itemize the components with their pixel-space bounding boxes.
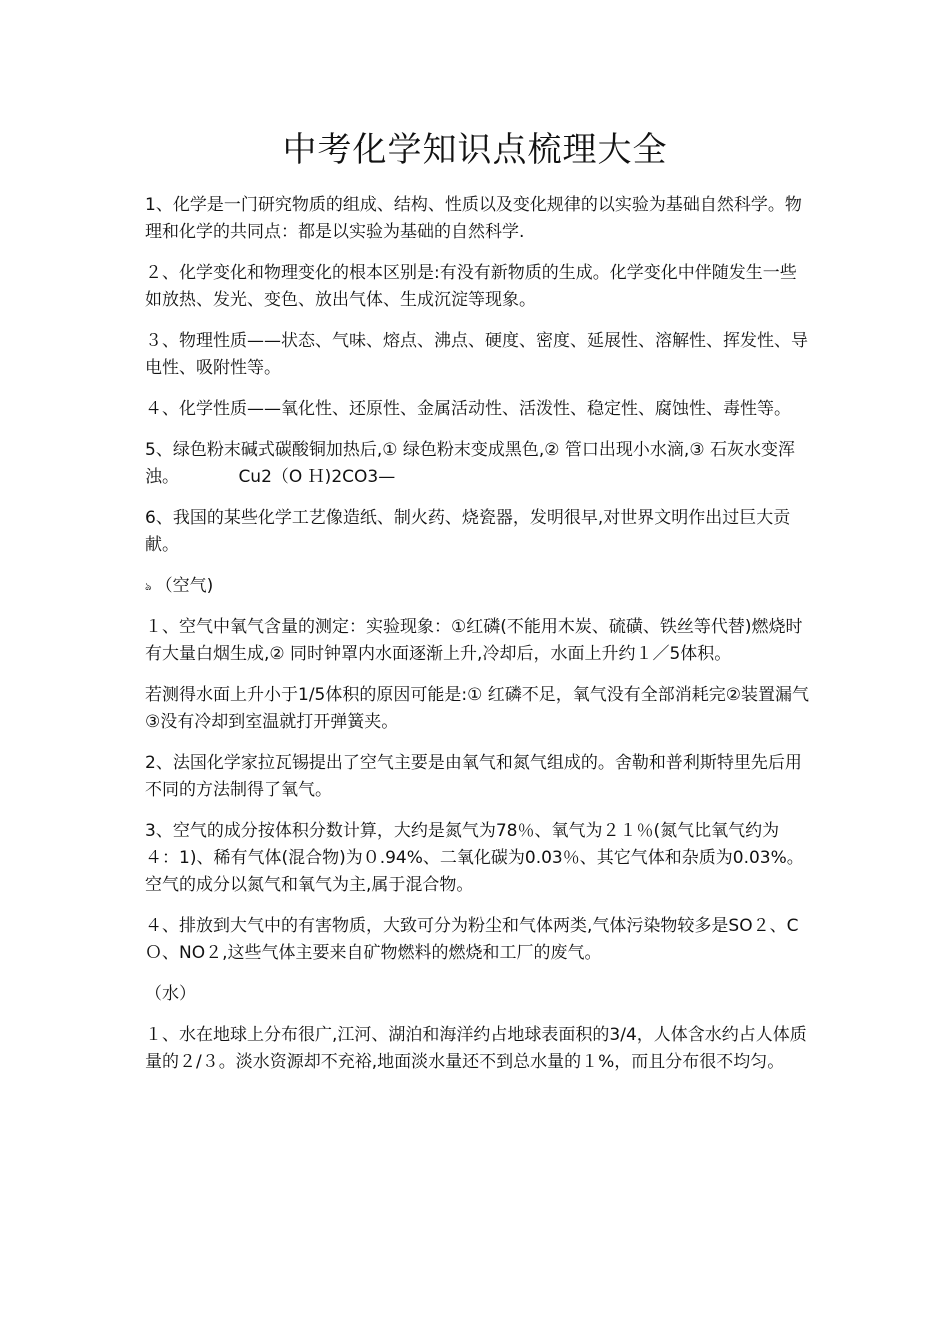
page-title: 中考化学知识点梳理大全	[282, 130, 668, 170]
section-heading-air-label: （空气)	[155, 576, 214, 596]
paragraph-1: 1、化学是一门研究物质的组成、结构、性质以及变化规律的以实验为基础自然科学。物理和化学的共同点：都是以实验为基础的自然科学.	[145, 195, 802, 242]
section-heading-air	[145, 573, 810, 600]
paragraph-2: ２、化学变化和物理变化的根本区别是:有没有新物质的生成。化学变化中伴随发生一些如放热、发光、变色、放出气体、生成沉淀等现象。	[145, 263, 797, 310]
air-paragraph-3: 2、法国化学家拉瓦锡提出了空气主要是由氧气和氮气组成的。舍勒和普利斯特里先后用不同的方法制得了氧气。	[145, 753, 802, 800]
paragraph-3: ３、物理性质——状态、气味、熔点、沸点、硬度、密度、延展性、溶解性、挥发性、导电性、吸附性等。	[145, 331, 808, 378]
document-body	[145, 192, 810, 1090]
air-paragraph-5: ４、排放到大气中的有害物质，大致可分为粉尘和气体两类,气体污染物较多是SO２、CＯ、NO２,这些气体主要来自矿物燃料的燃烧和工厂的废气。	[145, 916, 799, 963]
water-paragraph-1: １、水在地球上分布很广,江河、湖泊和海洋约占地球表面积的3/4，人体含水约占人体质量的２/３。淡水资源却不充裕,地面淡水量还不到总水量的１%，而且分布很不均匀。	[145, 1025, 807, 1072]
section-bullet-icon: ঌ	[145, 580, 152, 593]
paragraph-4: ４、化学性质——氧化性、还原性、金属活动性、活泼性、稳定性、腐蚀性、毒性等。	[145, 399, 791, 419]
section-heading-water: （水）	[145, 984, 196, 1004]
air-paragraph-2: 若测得水面上升小于1/5体积的原因可能是:① 红磷不足，氧气没有全部消耗完②装置漏气③没有冷却到室温就打开弹簧夹。	[145, 685, 809, 732]
air-paragraph-1: １、空气中氧气含量的测定：实验现象：①红磷(不能用木炭、硫磺、铁丝等代替)燃烧时有大量白烟生成,② 同时钟罩内水面逐渐上升,冷却后，水面上升约１／5体积。	[145, 617, 803, 664]
paragraph-6: 6、我国的某些化学工艺像造纸、制火药、烧瓷器，发明很早,对世界文明作出过巨大贡献。	[145, 508, 791, 555]
air-paragraph-4: 3、空气的成分按体积分数计算，大约是氮气为78％、氧气为２１％(氮气比氧气约为４：1)、稀有气体(混合物)为０.94%、二氧化碳为0.03％、其它气体和杂质为0.03%。空气的成分以氮气和氧气为主,属于混合物。	[145, 821, 804, 895]
paragraph-5: 5、绿色粉末碱式碳酸铜加热后,① 绿色粉末变成黑色,② 管口出现小水滴,③ 石灰水变浑浊。 Cu2（O Ｈ)2CO3—	[145, 440, 795, 487]
